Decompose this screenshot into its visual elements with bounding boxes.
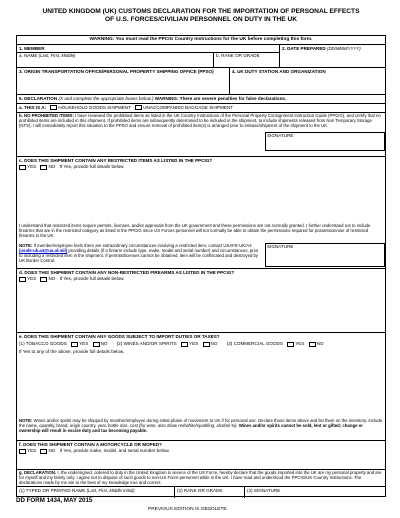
firearms-hint: If Yes, provide full details below. xyxy=(59,276,125,282)
firearms-no-label: NO xyxy=(48,276,56,282)
import-duties-row xyxy=(17,333,385,441)
tobacco-no-label: NO xyxy=(100,341,108,347)
firearms-no-checkbox[interactable] xyxy=(40,277,47,282)
wines-label: (2) WINES AND/OR SPIRITS xyxy=(116,341,177,347)
restricted-yes-label: YES xyxy=(27,164,37,170)
motorcycle-row xyxy=(17,441,385,470)
motorcycle-yes-checkbox[interactable] xyxy=(19,449,26,454)
commercial-label: (3) COMMERCIAL GOODS xyxy=(226,341,283,347)
section-member xyxy=(17,45,385,68)
wines-note-italic: (for wine, also show red/white/sparkling, alcohol %). xyxy=(139,422,238,428)
warning-banner xyxy=(17,36,385,45)
final-rank-label: (2) RANK OR GRADE xyxy=(177,488,223,493)
restricted-items-row xyxy=(17,157,385,269)
uk-duty-station-field[interactable] xyxy=(229,68,387,94)
declaration-hint: (X and complete the appropriate boxes below.) xyxy=(58,96,154,101)
customs-declaration-form xyxy=(16,35,386,497)
motorcycle-no-label: NO xyxy=(48,448,56,454)
member-heading: 1. MEMBER xyxy=(19,46,45,51)
final-declaration-row xyxy=(17,470,385,487)
form-title-line-2: OF U.S. FORCES/CIVILIAN PERSONNEL ON DUTY IN THE UK xyxy=(104,15,298,23)
rank-label: b. RANK OR GRADE xyxy=(216,53,260,58)
restricted-note-text: If member/employee feels there are extraordinary circumstances involving a restricted item, contact USAFE-UK/A4 xyxy=(33,243,252,248)
restricted-understanding-text: I understand that restricted items require permits, licenses, and/or approvals from the UK government and these permissions are not normally granted. I further understand not to include firearms that are in the restricted category as listed in the PPCIG since US Forces personnel will not normally be able to obtain the permissions required for possession/use of restricted firearms in the UK. xyxy=(19,223,371,238)
wines-note-text: Wines and/or spirits may be shipped by member/employee during initial phase of movement to UK if for personal use. Declare those items above and list them on the inventory. Include the name, quantity, brand, origin country, year, bottle size, cost xyxy=(19,418,383,428)
warning-text: WARNING: You must read the PPCIG Country Instructions for the UK before completing this form. xyxy=(89,37,313,42)
tobacco-yes-label: YES xyxy=(79,341,89,347)
restricted-signature-box[interactable] xyxy=(265,243,385,267)
firearms-yes-label: YES xyxy=(27,276,37,282)
wines-note-bold: Wines and/or spirits cannot be sold, lent or gifted; change or ownership will result in excise duty and tax becoming payable. xyxy=(19,422,363,433)
tobacco-yes-checkbox[interactable] xyxy=(71,342,78,347)
household-goods-checkbox[interactable] xyxy=(50,105,57,110)
unaccompanied-baggage-checkbox[interactable] xyxy=(135,105,142,110)
uk-duty-station-label: 4. UK DUTY STATION AND ORGANIZATION xyxy=(232,69,326,74)
restricted-no-label: NO xyxy=(48,164,56,170)
restricted-question: c. DOES THIS SHIPMENT CONTAIN ANY RESTRICTED ITEMS AS LISTED IN THE PPCIG? xyxy=(19,158,213,163)
restricted-note-label: NOTE: xyxy=(19,243,33,248)
declaration-warning: WARNING: There are severe penalties for false declarations. xyxy=(154,96,287,101)
restricted-note xyxy=(19,244,262,264)
motorcycle-question: f. DOES THIS SHIPMENT CONTAIN A MOTORCYCLE OR MOPED? xyxy=(19,442,162,447)
shipment-type-row xyxy=(17,104,385,113)
declaration-heading xyxy=(17,95,385,104)
firearms-row xyxy=(17,269,385,333)
final-declaration-label: g. DECLARATION. xyxy=(19,470,57,475)
section-origin-duty xyxy=(17,68,385,95)
shipment-type-label: a. THIS IS A: xyxy=(19,105,47,111)
origin-ppso-field[interactable] xyxy=(17,68,229,94)
date-prepared-hint: (DD/MMM/YYYY) xyxy=(327,46,361,51)
prohibited-signature-box[interactable] xyxy=(265,132,385,151)
name-label: a. NAME xyxy=(19,53,38,58)
printed-name-label: (1) TYPED OR PRINTED NAME xyxy=(19,488,86,493)
date-prepared-field[interactable] xyxy=(279,45,387,67)
wines-yes-label: YES xyxy=(189,341,199,347)
rank-field[interactable] xyxy=(213,52,279,67)
household-goods-label: HOUSEHOLD GOODS SHIPMENT xyxy=(58,105,131,111)
restricted-no-checkbox[interactable] xyxy=(40,165,47,170)
final-rank-field[interactable] xyxy=(174,487,244,498)
wines-note xyxy=(19,419,383,434)
declaration-label: 5. DECLARATION xyxy=(19,96,58,101)
wines-no-checkbox[interactable] xyxy=(203,342,210,347)
obsolete-notice: PREVIOUS EDITION IS OBSOLETE. xyxy=(148,507,228,512)
usafe-email-link[interactable]: (usafe-uk.a4@us.af.mil) xyxy=(19,247,68,253)
motorcycle-no-checkbox[interactable] xyxy=(40,449,47,454)
restricted-hint: If Yes, provide full details below. xyxy=(59,164,125,170)
tobacco-no-checkbox[interactable] xyxy=(93,342,100,347)
firearms-question: d. DOES THIS SHIPMENT CONTAIN ANY NON-RESTRICTED FIREARMS AS LISTED IN THE PPCIG? xyxy=(19,270,235,275)
wines-no-label: NO xyxy=(210,341,218,347)
import-duties-hint: If Yes to any of the above, provide full details below. xyxy=(19,348,125,354)
final-declaration-text: I, the undersigned, ordered to duty in the United Kingdom in service of the US Force, hereby declare that the goods imported into the UK are my personal property and are for myself and my family only. I agree not to dispose of such goods to non-US Force personnel while in the UK. I have read and understood the PPCIG/UK Country Instructions. The declarations made by me are to the best of my knowledge true and correct. xyxy=(19,470,382,485)
wines-yes-checkbox[interactable] xyxy=(181,342,188,347)
restricted-signature-label: SIGNATURE xyxy=(267,244,294,249)
no-prohibited-items-row xyxy=(17,113,385,157)
commercial-yes-checkbox[interactable] xyxy=(287,342,294,347)
motorcycle-yes-label: YES xyxy=(27,448,37,454)
final-signature-field[interactable] xyxy=(244,487,387,498)
form-title xyxy=(16,8,386,24)
origin-ppso-label: 3. ORIGIN TRANSPORTATION OFFICE/PERSONAL PROPERTY SHIPPING OFFICE (PPSO) xyxy=(19,69,214,74)
name-field[interactable] xyxy=(17,52,213,67)
no-prohibited-label: b. NO PROHIBITED ITEMS: xyxy=(19,113,74,118)
no-prohibited-text: I have reviewed the prohibited items as listed in the UK Country Instructions of the Personal Property Consignment Instruction Guide (PPCIG), and certify that no prohibited items are included in this shipment. If prohibited items are subsequently determined to be included in the shipment, to include shipments released from Non Temporary Storage (NTS), I will immediately report this situation to the PPSO and ensure removal of prohibited item(s) is arranged prior to release/shipment of the shipment to the UK. xyxy=(19,113,381,128)
printed-name-hint: (Last, First, Middle Initial) xyxy=(86,488,135,493)
commercial-no-checkbox[interactable] xyxy=(309,342,316,347)
form-title-line-1: UNITED KINGDOM (UK) CUSTOMS DECLARATION FOR THE IMPORTATION OF PERSONAL EFFECTS xyxy=(42,8,360,15)
unaccompanied-baggage-label: UNACCOMPANIED BAGGAGE SHIPMENT xyxy=(143,105,233,111)
name-hint: (Last, First, Middle) xyxy=(38,53,76,58)
motorcycle-hint: If Yes, provide make, model, and serial number below. xyxy=(59,448,170,454)
final-signature-label: (3) SIGNATURE xyxy=(247,488,281,493)
tobacco-label: (1) TOBACCO GOODS xyxy=(19,341,67,347)
wines-note-label: NOTE: xyxy=(19,418,33,423)
restricted-note-text-2: providing details (if a firearm include type, make, model and serial number) and circumstances, prior to including a restricted item in the shipment. If permits/licenses cannot be obtained, item will be confiscated and destroyed by UK Border Control. xyxy=(19,247,259,263)
firearms-yes-checkbox[interactable] xyxy=(19,277,26,282)
import-duties-question: e. DOES THIS SHIPMENT CONTAIN ANY GOODS SUBJECT TO IMPORT DUTIES OR TAXES? xyxy=(19,334,220,339)
commercial-yes-label: YES xyxy=(295,341,305,347)
commercial-no-label: NO xyxy=(316,341,324,347)
restricted-yes-checkbox[interactable] xyxy=(19,165,26,170)
date-prepared-label: 2. DATE PREPARED xyxy=(282,46,326,51)
form-id: DD FORM 1434, MAY 2015 xyxy=(16,497,93,504)
prohibited-signature-label: SIGNATURE xyxy=(267,133,294,138)
